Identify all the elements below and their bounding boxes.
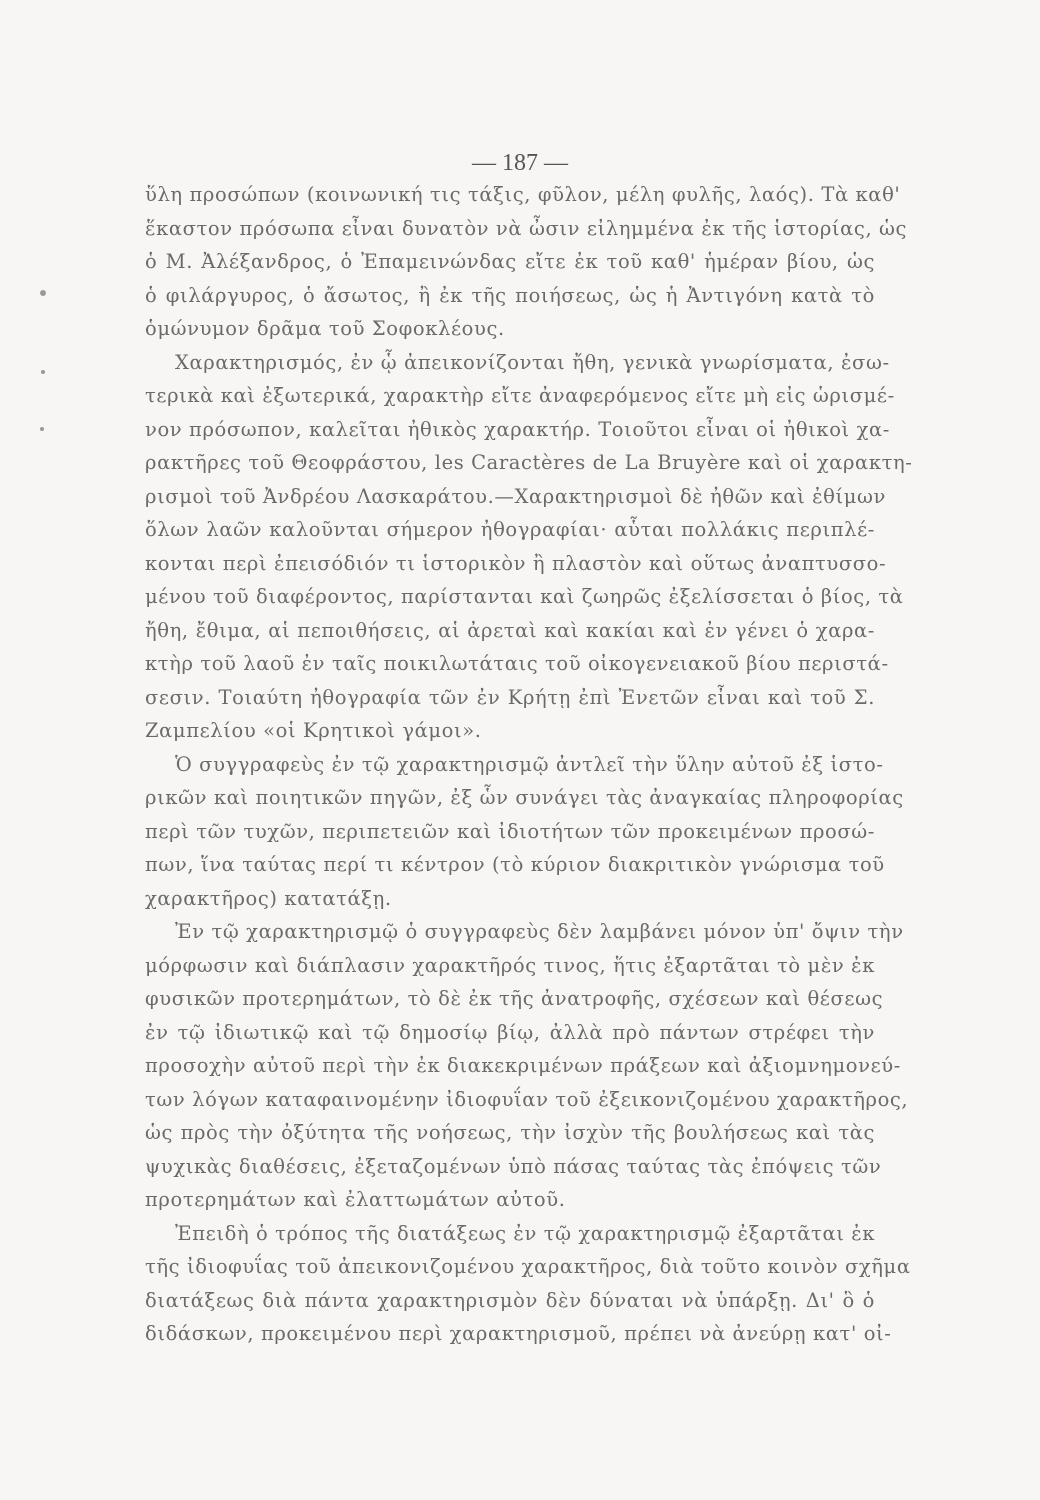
scan-speck bbox=[41, 370, 45, 374]
text-line: ὁμώνυμον δρᾶμα τοῦ Σοφοκλέους. bbox=[145, 317, 505, 340]
scan-speck bbox=[40, 427, 44, 431]
page-number: — 187 — bbox=[472, 150, 568, 176]
text-line: Ἐπειδὴ ὁ τρόπος τῆς διατάξεως ἐν τῷ χαρακτηρισμῷ ἐξαρτᾶται ἐκ bbox=[175, 1221, 876, 1245]
text-line: ρισμοὶ τοῦ Ἀνδρέου Λασκαράτου.—Χαρακτηρισμοὶ δὲ ἠθῶν καὶ ἐθίμων bbox=[145, 484, 886, 508]
scan-speck bbox=[40, 290, 46, 296]
text-line: ψυχικὰς διαθέσεις, ἐξεταζομένων ὑπὸ πάσας ταύτας τὰς ἐπόψεις τῶν bbox=[145, 1154, 882, 1178]
text-line: πων, ἵνα ταύτας περί τι κέντρον (τὸ κύριον διακριτικὸν γνώρισμα τοῦ bbox=[145, 853, 885, 876]
text-line: ἕκαστον πρόσωπα εἶναι δυνατὸν νὰ ὦσιν εἰλημμένα ἐκ τῆς ἱστορίας, ὡς bbox=[145, 216, 908, 240]
text-line: ὡς πρὸς τὴν ὀξύτητα τῆς νοήσεως, τὴν ἰσχὺν τῆς βουλήσεως καὶ τὰς bbox=[145, 1121, 875, 1144]
text-line: φυσικῶν προτερημάτων, τὸ δὲ ἐκ τῆς ἀνατροφῆς, σχέσεων καὶ θέσεως bbox=[145, 987, 884, 1010]
text-line: μένου τοῦ διαφέροντος, παρίστανται καὶ ζωηρῶς ἐξελίσσεται ὁ βίος, τὰ bbox=[145, 585, 904, 608]
text-line: Χαρακτηρισμός, ἐν ᾧ ἀπεικονίζονται ἤθη, γενικὰ γνωρίσματα, ἐσω- bbox=[175, 350, 890, 374]
text-line: κονται περὶ ἐπεισόδιόν τι ἱστορικὸν ἢ πλαστὸν καὶ οὕτως ἀναπτυσσο- bbox=[145, 551, 887, 575]
text-line: ἐν τῷ ἰδιωτικῷ καὶ τῷ δημοσίῳ βίῳ, ἀλλὰ πρὸ πάντων στρέφει τὴν bbox=[145, 1020, 875, 1044]
text-line: ὅλων λαῶν καλοῦνται σήμερον ἠθογραφίαι· αὗται πολλάκις περιπλέ- bbox=[145, 518, 875, 541]
text-line: χαρακτῆρος) κατατάξῃ. bbox=[145, 886, 392, 910]
text-line: ρικῶν καὶ ποιητικῶν πηγῶν, ἐξ ὧν συνάγει τὰς ἀναγκαίας πληροφορίας bbox=[145, 786, 904, 809]
text-line: ρακτῆρες τοῦ Θεοφράστου, les Caractères de La Bruyère καὶ οἱ χαρακτη- bbox=[145, 451, 913, 474]
text-line: ὕλη προσώπων (κοινωνική τις τάξις, φῦλον, μέλη φυλῆς, λαός). Τὰ καθ' bbox=[145, 183, 901, 206]
text-line: Ζαμπελίου «οἱ Κρητικοὶ γάμοι». bbox=[145, 719, 482, 742]
text-line: ὁ Μ. Ἀλέξανδρος, ὁ Ἐπαμεινώνδας εἴτε ἐκ τοῦ καθ' ἡμέραν βίου, ὡς bbox=[145, 250, 875, 273]
text-line: κτὴρ τοῦ λαοῦ ἐν ταῖς ποικιλωτάταις τοῦ οἰκογενειακοῦ βίου περιστά- bbox=[145, 652, 889, 675]
text-line: Ὁ συγγραφεὺς ἐν τῷ χαρακτηρισμῷ ἀντλεῖ τὴν ὕλην αὐτοῦ ἐξ ἱστο- bbox=[175, 752, 884, 776]
text-line: των λόγων καταφαινομένην ἰδιοφυΐαν τοῦ ἐξεικονιζομένου χαρακτῆρος, bbox=[145, 1087, 909, 1111]
text-line: ὁ φιλάργυρος, ὁ ἄσωτος, ἢ ἐκ τῆς ποιήσεως, ὡς ἡ Ἀντιγόνη κατὰ τὸ bbox=[145, 283, 875, 307]
text-line: προτερημάτων καὶ ἐλαττωμάτων αὐτοῦ. bbox=[145, 1188, 566, 1211]
text-line: τῆς ἰδιοφυΐας τοῦ ἀπεικονιζομένου χαρακτῆρος, διὰ τοῦτο κοινὸν σχῆμα bbox=[145, 1255, 911, 1278]
text-line: Ἐν τῷ χαρακτηρισμῷ ὁ συγγραφεὺς δὲν λαμβάνει μόνον ὑπ' ὄψιν τὴν bbox=[175, 920, 904, 943]
text-line: τερικὰ καὶ ἐξωτερικά, χαρακτὴρ εἴτε ἀναφερόμενος εἴτε μὴ εἰς ὡρισμέ- bbox=[145, 384, 895, 407]
text-line: περὶ τῶν τυχῶν, περιπετειῶν καὶ ἰδιοτήτων τῶν προκειμένων προσώ- bbox=[145, 819, 875, 843]
text-line: ἤθη, ἔθιμα, αἱ πεποιθήσεις, αἱ ἀρεταὶ καὶ κακίαι καὶ ἐν γένει ὁ χαρα- bbox=[145, 618, 875, 642]
text-line: μόρφωσιν καὶ διάπλασιν χαρακτῆρός τινος, ἥτις ἐξαρτᾶται τὸ μὲν ἐκ bbox=[145, 953, 875, 977]
text-line: προσοχὴν αὐτοῦ περὶ τὴν ἐκ διακεκριμένων πράξεων καὶ ἀξιομνημονεύ- bbox=[145, 1054, 901, 1077]
text-line: νον πρόσωπον, καλεῖται ἠθικὸς χαρακτήρ. Τοιοῦτοι εἶναι οἱ ἠθικοὶ χα- bbox=[145, 417, 890, 441]
text-line: διδάσκων, προκειμένου περὶ χαρακτηρισμοῦ, πρέπει νὰ ἀνεύρῃ κατ' οἰ- bbox=[145, 1322, 892, 1345]
text-line: διατάξεως διὰ πάντα χαρακτηρισμὸν δὲν δύναται νὰ ὑπάρξῃ. Δι' ὃ ὁ bbox=[145, 1288, 875, 1312]
text-line: σεσιν. Τοιαύτη ἠθογραφία τῶν ἐν Κρήτῃ ἐπὶ Ἐνετῶν εἶναι καὶ τοῦ Σ. bbox=[145, 685, 875, 709]
